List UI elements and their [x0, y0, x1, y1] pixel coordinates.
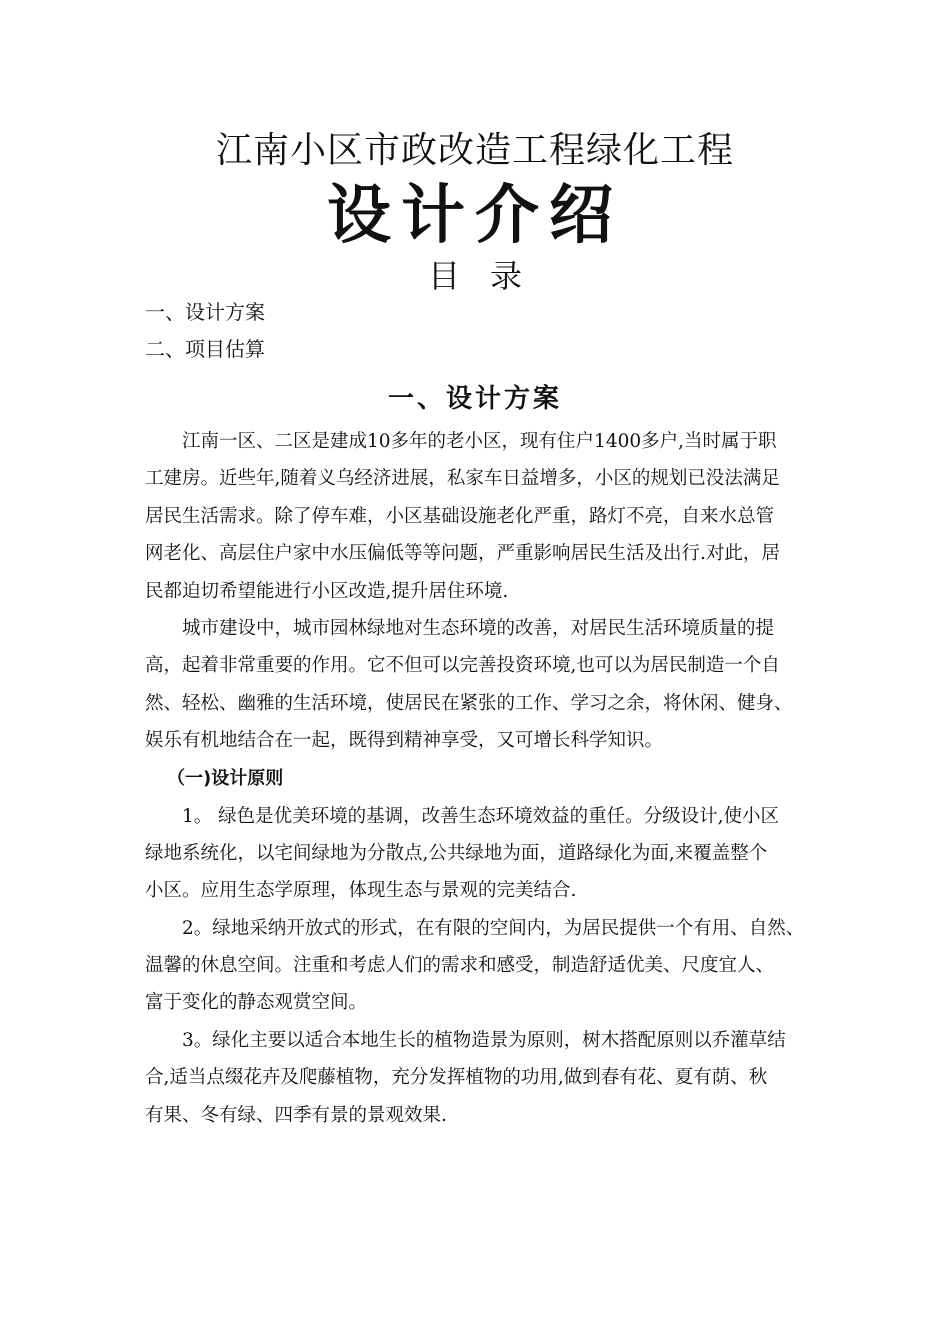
text-line: 网老化、高层住户家中水压偏低等等问题，严重影响居民生活及出行.对此，居: [145, 543, 780, 565]
text-line: 3。绿化主要以适合本地生长的植物造景为原则，树木搭配原则以乔灌草结: [182, 1029, 786, 1051]
text-line: 然、轻松、幽雅的生活环境，使居民在紧张的工作、学习之余，将休闲、健身、: [145, 692, 793, 714]
text-line: 富于变化的静态观赏空间。: [145, 992, 368, 1014]
text-line: 合,适当点缀花卉及爬藤植物，充分发挥植物的功用,做到春有花、夏有荫、秋: [145, 1067, 768, 1089]
text-line: 城市建设中，城市园林绿地对生态环境的改善，对居民生活环境质量的提: [182, 617, 775, 639]
principle-3: [145, 1022, 815, 1134]
text-line: 高，起着非常重要的作用。它不但可以完善投资环境,也可以为居民制造一个自: [145, 655, 780, 677]
text-line: 娱乐有机地结合在一起，既得到精神享受，又可增长科学知识。: [145, 730, 664, 752]
text-line: 民都迫切希望能进行小区改造,提升居住环境.: [145, 580, 509, 602]
text-line: 温馨的休息空间。注重和考虑人们的需求和感受，制造舒适优美、尺度宜人、: [145, 955, 775, 977]
section-heading: 一、设计方案: [387, 384, 562, 414]
text-line: 工建房。近些年,随着义乌经济进展，私家车日益增多，小区的规划已没法满足: [145, 468, 780, 490]
toc-heading: 目录: [427, 257, 552, 295]
text-line: 1。 绿色是优美环境的基调，改善生态环境效益的重任。分级设计,使小区: [182, 805, 780, 827]
subsection-heading: （一)设计原则: [167, 767, 284, 789]
text-line: 有果、冬有绿、四季有景的景观效果.: [145, 1104, 447, 1126]
paragraph-background: [145, 423, 815, 610]
text-line: 居民生活需求。除了停车难，小区基础设施老化严重，路灯不亮，自来水总管: [145, 505, 775, 527]
table-of-contents: [145, 294, 805, 368]
text-line: 2。绿地采纳开放式的形式，在有限的空间内，为居民提供一个有用、自然、: [182, 917, 805, 939]
toc-item: 二、项目估算: [145, 337, 265, 361]
text-line: 小区。应用生态学原理，体现生态与景观的完美结合.: [145, 880, 577, 902]
document-title: 江南小区市政改造工程绿化工程: [215, 130, 734, 171]
document-subtitle: 设计介绍: [327, 179, 623, 253]
toc-item: 一、设计方案: [145, 300, 265, 324]
text-line: 绿地系统化，以宅间绿地为分散点,公共绿地为面，道路绿化为面,来覆盖整个: [145, 842, 768, 864]
document-body: [145, 423, 815, 1134]
text-line: 江南一区、二区是建成10多年的老小区，现有住户1400多户,当时属于职: [182, 431, 777, 452]
principle-1: [145, 798, 815, 910]
paragraph-significance: [145, 610, 815, 760]
principle-2: [145, 910, 815, 1022]
